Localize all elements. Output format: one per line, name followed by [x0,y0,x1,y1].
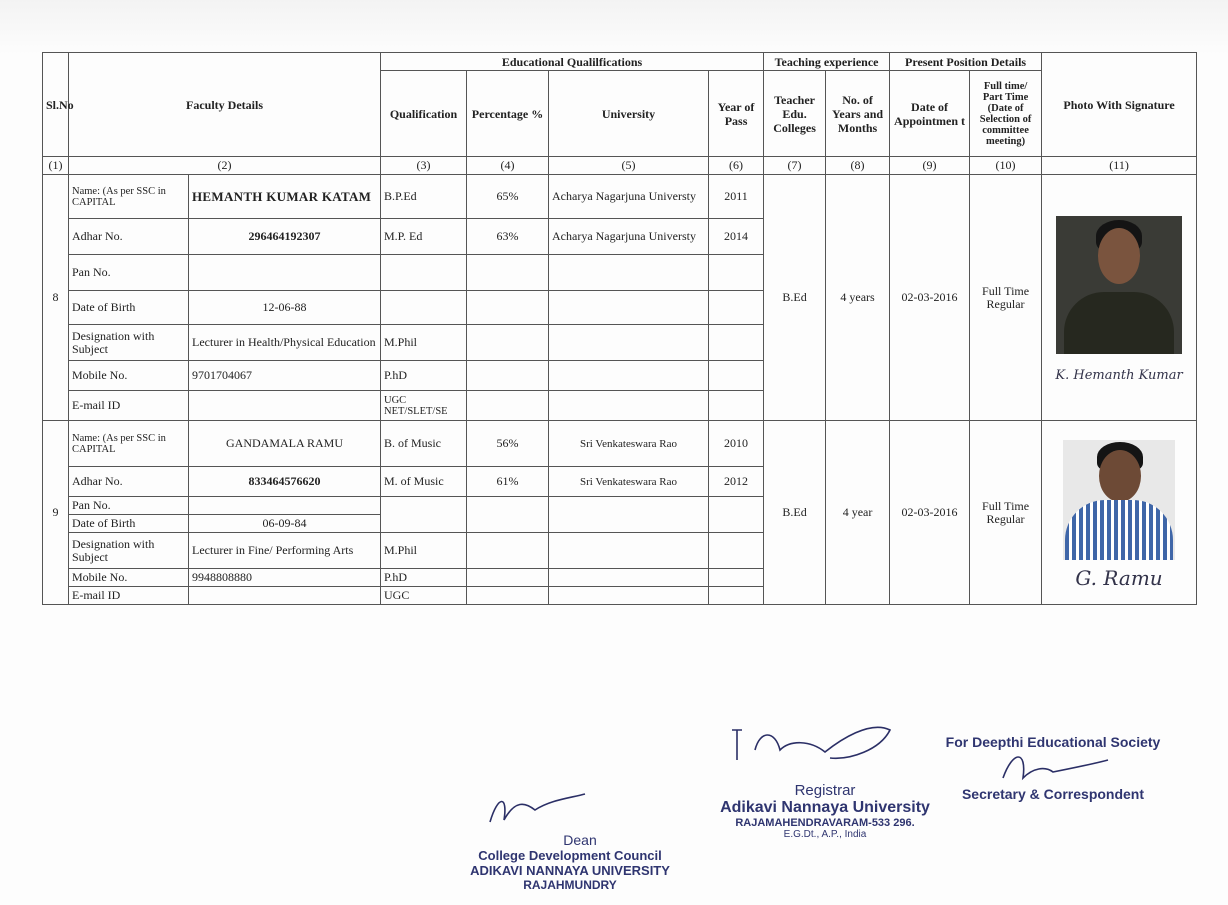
col-num: (11) [1042,157,1197,175]
percentage-cell: 61% [467,467,549,497]
dean-line2: ADIKAVI NANNAYA UNIVERSITY [470,863,670,878]
qualification-cell: M.Phil [381,325,467,361]
pan-value [189,255,381,291]
dean-stamp [440,800,700,892]
label-designation: Designation with Subject [69,325,189,361]
year-cell [709,361,764,391]
header-qualification: Qualification [381,71,467,157]
col-num: (7) [764,157,826,175]
percentage-cell [467,325,549,361]
percentage-cell: 63% [467,219,549,255]
university-cell [549,587,709,605]
dean-title: Dean [563,832,597,848]
year-cell [709,325,764,361]
dean-line3: RAJAHMUNDRY [523,878,617,892]
label-email: E-mail ID [69,391,189,421]
header-university: University [549,71,709,157]
percentage-cell [467,587,549,605]
email-value [189,587,381,605]
qualification-cell [381,497,467,533]
dean-line1: College Development Council [478,848,662,863]
col-num: (2) [69,157,381,175]
col-num: (8) [826,157,890,175]
university-cell [549,533,709,569]
signature: K. Hemanth Kumar [1055,368,1183,383]
slno-cell: 9 [43,421,69,605]
label-pan: Pan No. [69,497,189,515]
label-adhar: Adhar No. [69,219,189,255]
university-cell [549,255,709,291]
university-cell [549,325,709,361]
table-row [43,175,1197,219]
qualification-cell: M.Phil [381,533,467,569]
label-mobile: Mobile No. [69,361,189,391]
registrar-line2: RAJAMAHENDRAVARAM-533 296. [735,817,915,829]
header-present-position: Present Position Details [890,53,1042,71]
percentage-cell [467,391,549,421]
percentage-cell [467,291,549,325]
qualification-cell: B.P.Ed [381,175,467,219]
label-name: Name: (As per SSC in CAPITAL [69,421,189,467]
appointment-date-cell: 02-03-2016 [890,421,970,605]
table-row [43,421,1197,467]
society-stamp [918,734,1188,802]
email-value [189,391,381,421]
signature: G. Ramu [1075,565,1163,590]
designation-value: Lecturer in Fine/ Performing Arts [189,533,381,569]
society-line2: Secretary & Correspondent [961,786,1145,802]
faculty-name: HEMANTH KUMAR KATAM [189,175,381,219]
year-cell: 2014 [709,219,764,255]
university-cell: Sri Venkateswara Rao [549,421,709,467]
registrar-line1: Adikavi Nannaya University [720,799,930,816]
label-pan: Pan No. [69,255,189,291]
col-num: (10) [970,157,1042,175]
adhar-value: 296464192307 [189,219,381,255]
university-cell [549,361,709,391]
header-slno: Sl.No [43,53,69,157]
designation-value: Lecturer in Health/Physical Education [189,325,381,361]
col-num: (3) [381,157,467,175]
faculty-photo [1056,216,1182,354]
mobile-value: 9948808880 [189,569,381,587]
teacher-edu-cell: B.Ed [764,175,826,421]
label-dob: Date of Birth [69,515,189,533]
registrar-line3: E.G.Dt., A.P., India [783,829,867,840]
header-years-months: No. of Years and Months [826,71,890,157]
label-adhar: Adhar No. [69,467,189,497]
year-cell: 2012 [709,467,764,497]
registrar-title: Registrar [794,782,856,799]
year-cell [709,291,764,325]
registrar-signature [730,720,900,770]
faculty-photo [1063,440,1175,560]
header-photo-signature: Photo With Signature [1042,53,1197,157]
percentage-cell [467,497,549,533]
pan-value [189,497,381,515]
qualification-cell [381,291,467,325]
label-email: E-mail ID [69,587,189,605]
percentage-cell: 56% [467,421,549,467]
teacher-edu-cell: B.Ed [764,421,826,605]
photo-signature-cell [1042,175,1197,421]
col-num: (6) [709,157,764,175]
faculty-name: GANDAMALA RAMU [189,421,381,467]
header-educational-qualifications: Educational Qualilfications [381,53,764,71]
university-cell [549,497,709,533]
year-cell [709,533,764,569]
header-fulltime-parttime: Full time/ Part Time (Date of Selection of committee meeting) [970,71,1042,157]
slno-cell: 8 [43,175,69,421]
mobile-value: 9701704067 [189,361,381,391]
label-name: Name: (As per SSC in CAPITAL [69,175,189,219]
experience-cell: 4 years [826,175,890,421]
experience-cell: 4 year [826,421,890,605]
year-cell [709,391,764,421]
label-mobile: Mobile No. [69,569,189,587]
percentage-cell: 65% [467,175,549,219]
col-num: (4) [467,157,549,175]
header-teaching-experience: Teaching experience [764,53,890,71]
dob-value: 06-09-84 [189,515,381,533]
faculty-table [42,52,1197,605]
qualification-cell: M.P. Ed [381,219,467,255]
registrar-stamp [700,730,950,840]
university-cell: Sri Venkateswara Rao [549,467,709,497]
header-teacher-edu-colleges: Teacher Edu. Colleges [764,71,826,157]
qualification-cell: UGC NET/SLET/SE [381,391,467,421]
label-designation: Designation with Subject [69,533,189,569]
dob-value: 12-06-88 [189,291,381,325]
university-cell: Acharya Nagarjuna Universty [549,175,709,219]
secretary-signature [993,750,1113,786]
column-number-row [43,157,1197,175]
label-dob: Date of Birth [69,291,189,325]
year-cell: 2011 [709,175,764,219]
university-cell [549,569,709,587]
qualification-cell: M. of Music [381,467,467,497]
header-faculty-details: Faculty Details [69,53,381,157]
university-cell [549,291,709,325]
percentage-cell [467,533,549,569]
col-num: (5) [549,157,709,175]
adhar-value: 833464576620 [189,467,381,497]
photo-signature-cell [1042,421,1197,605]
university-cell [549,391,709,421]
percentage-cell [467,361,549,391]
year-cell [709,255,764,291]
qualification-cell [381,255,467,291]
percentage-cell [467,255,549,291]
society-line1: For Deepthi Educational Society [945,734,1161,750]
appointment-date-cell: 02-03-2016 [890,175,970,421]
header-year-of-pass: Year of Pass [709,71,764,157]
qualification-cell: B. of Music [381,421,467,467]
year-cell [709,497,764,533]
employment-type-cell: Full Time Regular [970,421,1042,605]
header-percentage: Percentage % [467,71,549,157]
year-cell: 2010 [709,421,764,467]
col-num: (9) [890,157,970,175]
university-cell: Acharya Nagarjuna Universty [549,219,709,255]
percentage-cell [467,569,549,587]
qualification-cell: P.hD [381,361,467,391]
employment-type-cell: Full Time Regular [970,175,1042,421]
year-cell [709,587,764,605]
qualification-cell: P.hD [381,569,467,587]
col-num: (1) [43,157,69,175]
dean-signature [480,790,590,830]
year-cell [709,569,764,587]
header-date-of-appointment: Date of Appointmen t [890,71,970,157]
qualification-cell: UGC [381,587,467,605]
